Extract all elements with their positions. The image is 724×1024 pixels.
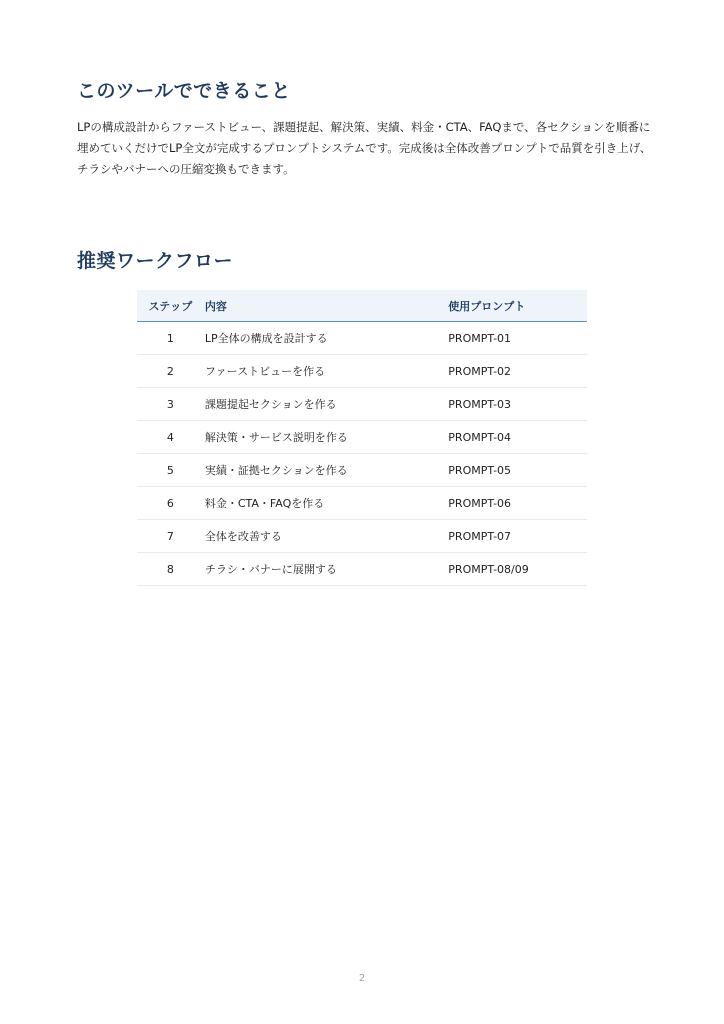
section-title-workflow: 推奨ワークフロー: [77, 250, 234, 272]
step-cell: 7: [137, 520, 204, 553]
step-cell: 6: [137, 487, 204, 520]
prompt-cell: PROMPT-08/09: [448, 553, 587, 586]
content-cell: 解決策・サービス説明を作る: [204, 421, 448, 454]
table-header-row: [137, 290, 587, 322]
prompt-cell: PROMPT-03: [448, 388, 587, 421]
header-prompt: 使用プロンプト: [448, 290, 587, 322]
prompt-cell: PROMPT-07: [448, 520, 587, 553]
prompt-cell: PROMPT-02: [448, 355, 587, 388]
header-content: 内容: [204, 290, 448, 322]
step-cell: 5: [137, 454, 204, 487]
prompt-cell: PROMPT-06: [448, 487, 587, 520]
header-step: ステップ: [137, 290, 204, 322]
page-number: 2: [358, 973, 366, 984]
table-row: [137, 520, 587, 553]
content-cell: 料金・CTA・FAQを作る: [204, 487, 448, 520]
prompt-cell: PROMPT-04: [448, 421, 587, 454]
content-cell: LP全体の構成を設計する: [204, 322, 448, 355]
step-cell: 3: [137, 388, 204, 421]
table-row: [137, 454, 587, 487]
step-cell: 8: [137, 553, 204, 586]
table-row: [137, 487, 587, 520]
step-cell: 1: [137, 322, 204, 355]
table-row: [137, 322, 587, 355]
step-cell: 2: [137, 355, 204, 388]
content-cell: ファーストビューを作る: [204, 355, 448, 388]
content-cell: 課題提起セクションを作る: [204, 388, 448, 421]
prompt-cell: PROMPT-01: [448, 322, 587, 355]
workflow-table: [137, 290, 587, 586]
intro-paragraph: LPの構成設計からファーストビュー、課題提起、解決策、実績、料金・CTA、FAQまで、各セクションを順番に埋めていくだけでLP全文が完成するプロンプトシステムです。完成後は全体改善プロンプトで品質を引き上げ、チラシやバナーへの圧縮変換もできます。: [77, 120, 652, 176]
step-cell: 4: [137, 421, 204, 454]
table-row: [137, 388, 587, 421]
table-row: [137, 553, 587, 586]
table-row: [137, 355, 587, 388]
content-cell: チラシ・バナーに展開する: [204, 553, 448, 586]
table-row: [137, 421, 587, 454]
section-title-features: このツールでできること: [77, 80, 291, 102]
content-cell: 実績・証拠セクションを作る: [204, 454, 448, 487]
content-cell: 全体を改善する: [204, 520, 448, 553]
prompt-cell: PROMPT-05: [448, 454, 587, 487]
